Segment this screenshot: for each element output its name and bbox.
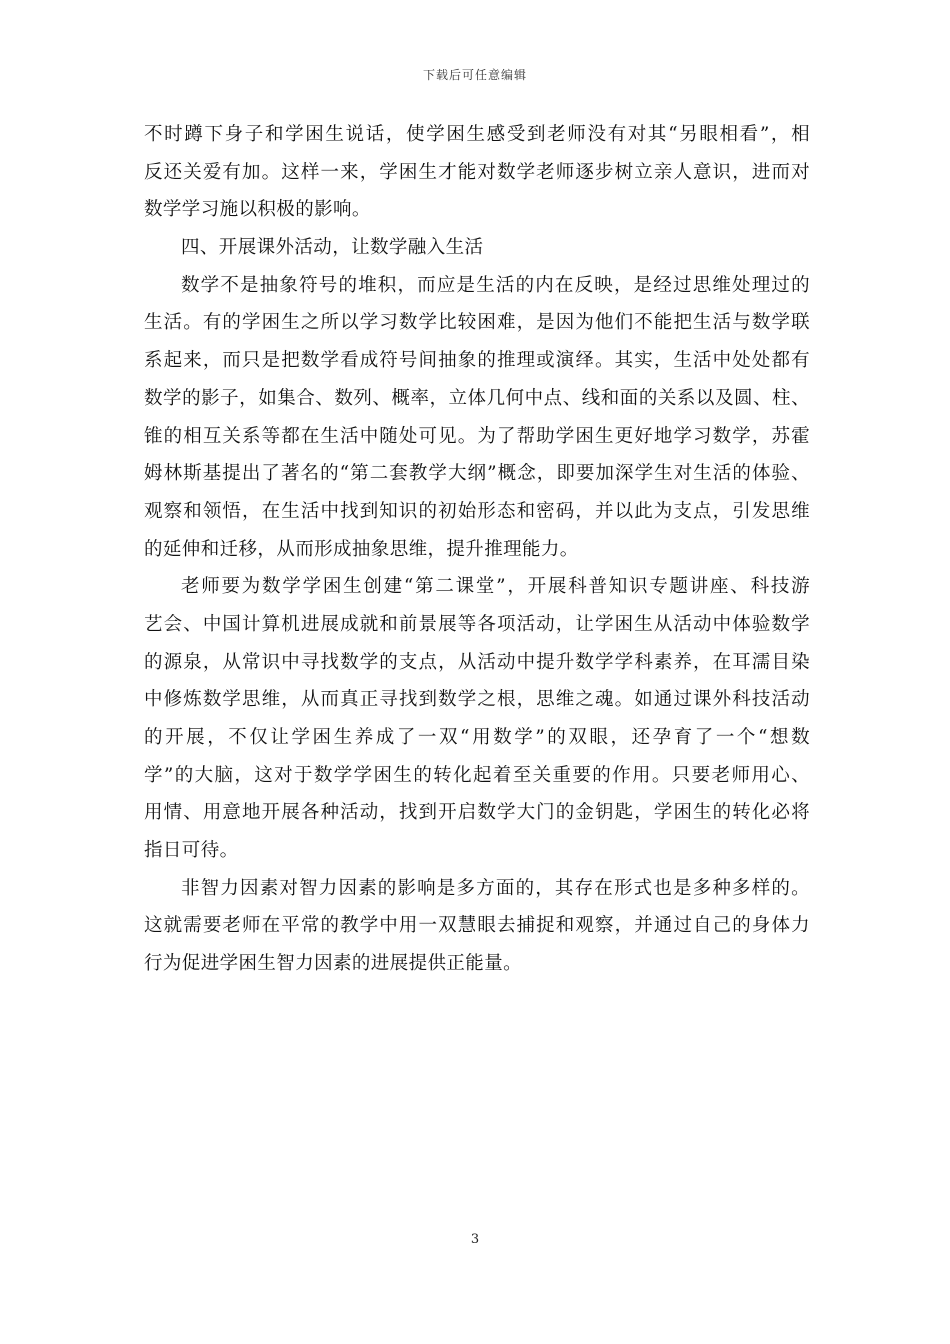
text-line: 的开展，不仅让学困生养成了一双“用数学”的双眼，还孕育了一个“想数: [144, 727, 810, 748]
text-line: 反还关爱有加。这样一来，学困生才能对数学老师逐步树立亲人意识，进而对: [144, 161, 810, 183]
text-line: 数学的影子，如集合、数列、概率，立体几何中点、线和面的关系以及圆、柱、: [144, 387, 810, 409]
text-line: 非智力因素对智力因素的影响是多方面的，其存在形式也是多种多样的。: [181, 877, 810, 899]
section-heading: [144, 229, 810, 267]
text-line: 生活。有的学困生之所以学习数学比较困难，是因为他们不能把生活与数学联: [144, 312, 810, 334]
section-heading-text: 四、开展课外活动，让数学融入生活: [181, 237, 484, 259]
page-header: 下载后可任意编辑: [422, 68, 527, 82]
text-line: 姆林斯基提出了著名的“第二套教学大纲”概念，即要加深学生对生活的体验、: [144, 463, 810, 485]
text-line: 艺会、中国计算机进展成就和前景展等各项活动，让学困生从活动中体验数学: [144, 613, 810, 635]
text-line: 学”的大脑，这对于数学学困生的转化起着至关重要的作用。只要老师用心、: [144, 764, 810, 786]
text-line: 数学学习施以积极的影响。: [144, 199, 371, 221]
text-line: 锥的相互关系等都在生活中随处可见。为了帮助学困生更好地学习数学，苏霍: [144, 425, 810, 447]
document-body: [144, 116, 810, 983]
text-line: 观察和领悟，在生活中找到知识的初始形态和密码，并以此为支点，引发思维: [144, 500, 810, 522]
paragraph: [144, 116, 810, 229]
text-line: 老师要为数学学困生创建“第二课堂”，开展科普知识专题讲座、科技游: [181, 576, 810, 598]
text-line: 系起来，而只是把数学看成符号间抽象的推理或演绎。其实，生活中处处都有: [144, 350, 810, 372]
text-line: 不时蹲下身子和学困生说话，使学困生感受到老师没有对其“另眼相看”，相: [144, 124, 810, 145]
text-line: 的延伸和迁移，从而形成抽象思维，提升推理能力。: [144, 538, 579, 560]
text-line: 用情、用意地开展各种活动，找到开启数学大门的金钥匙，学困生的转化必将: [144, 802, 810, 824]
paragraph: [144, 267, 810, 569]
text-line: 的源泉，从常识中寻找数学的支点，从活动中提升数学学科素养，在耳濡目染: [144, 651, 810, 673]
text-line: 中修炼数学思维，从而真正寻找到数学之根，思维之魂。如通过课外科技活动: [144, 689, 810, 711]
paragraph: [144, 568, 810, 870]
text-line: 指日可待。: [144, 840, 239, 862]
text-line: 行为促进学困生智力因素的进展提供正能量。: [144, 953, 523, 975]
paragraph: [144, 870, 810, 983]
text-line: 这就需要老师在平常的教学中用一双慧眼去捕捉和观察，并通过自己的身体力: [144, 915, 810, 937]
page-number: 3: [470, 1232, 480, 1247]
text-line: 数学不是抽象符号的堆积，而应是生活的内在反映，是经过思维处理过的: [181, 274, 810, 296]
